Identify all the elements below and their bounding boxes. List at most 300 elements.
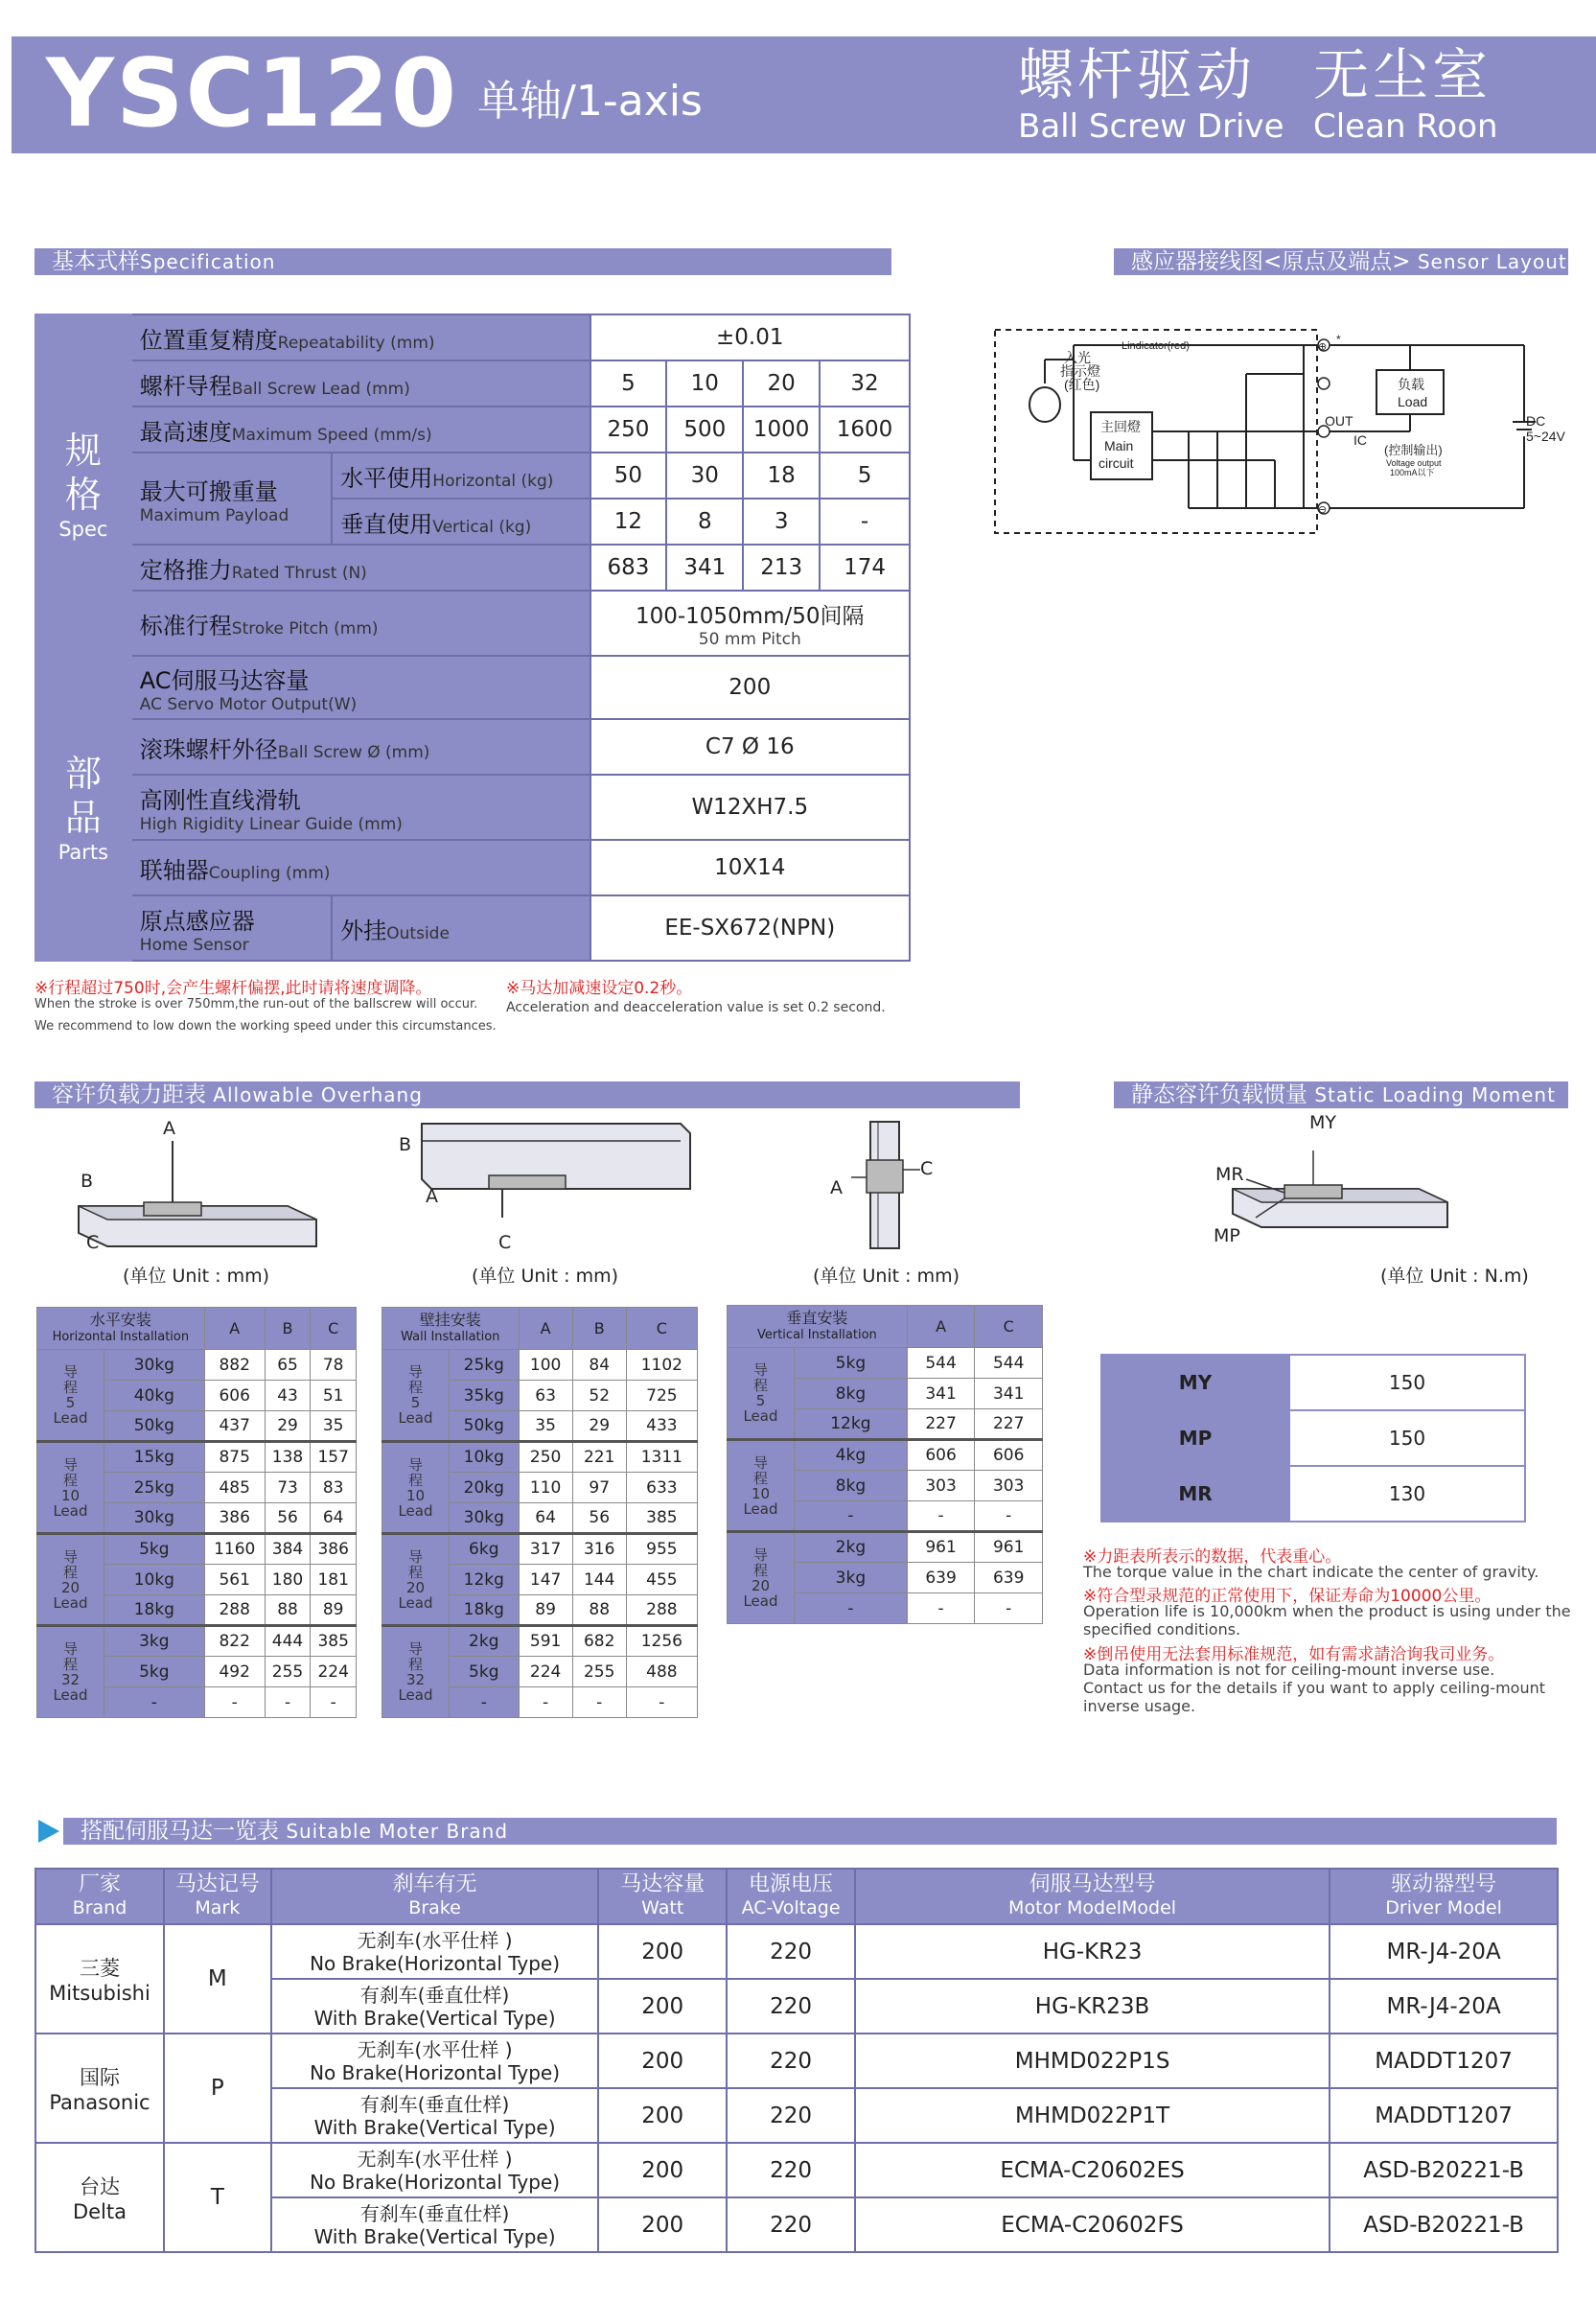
brake-en: With Brake(Vertical Type) bbox=[313, 2224, 556, 2248]
weight-cell: 8kg bbox=[795, 1471, 908, 1501]
value-cell: 385 bbox=[626, 1503, 697, 1534]
wall-install-illustration bbox=[403, 1112, 709, 1237]
spec-section-title-cn: 基本式样 bbox=[52, 249, 140, 274]
motor-column-header bbox=[598, 1869, 727, 1924]
weight-cell: 5kg bbox=[104, 1657, 205, 1687]
wall-unit: (单位 Unit : mm) bbox=[472, 1266, 619, 1287]
brake-cell bbox=[271, 2197, 599, 2252]
moment-key: MP bbox=[1101, 1410, 1289, 1466]
value-cell: 875 bbox=[204, 1442, 265, 1473]
mr-label: MR bbox=[1215, 1164, 1244, 1185]
lamp-label-1: 入光 bbox=[1064, 350, 1091, 365]
brand-en: Delta bbox=[72, 2200, 127, 2223]
screw-value: C7 Ø 16 bbox=[590, 719, 910, 775]
watt-cell: 200 bbox=[598, 2197, 727, 2252]
value-cell: 144 bbox=[572, 1565, 626, 1595]
thrust-cn: 定格推力 bbox=[139, 556, 232, 584]
guide-value: W12XH7.5 bbox=[590, 775, 910, 840]
value-cell: 488 bbox=[626, 1657, 697, 1687]
value-cell: 227 bbox=[907, 1409, 975, 1440]
load-cn: 负载 bbox=[1398, 377, 1424, 392]
value-cell: 303 bbox=[907, 1471, 975, 1501]
lead-text: Lead bbox=[398, 1593, 433, 1612]
triangle-bullet-icon bbox=[36, 1818, 61, 1845]
parts-group-char1: 部 bbox=[64, 753, 102, 795]
value-cell: 485 bbox=[204, 1473, 265, 1503]
h-label-a: A bbox=[163, 1118, 175, 1139]
lead-text: 导 bbox=[62, 1455, 78, 1474]
value-cell: - bbox=[204, 1687, 265, 1718]
spec-group-en: Spec bbox=[58, 518, 108, 541]
value-cell: 43 bbox=[265, 1381, 311, 1411]
spec-table bbox=[35, 314, 911, 962]
weight-cell: 18kg bbox=[104, 1595, 205, 1626]
load-en: Load bbox=[1398, 394, 1428, 409]
oh-column-header: B bbox=[265, 1308, 311, 1350]
moment-value: 150 bbox=[1289, 1410, 1525, 1466]
value-cell: 157 bbox=[311, 1442, 357, 1473]
model-cell: HG-KR23 bbox=[855, 1924, 1330, 1979]
outside-en: Outside bbox=[386, 923, 450, 943]
oh-title-cn: 壁挂安装 bbox=[419, 1310, 481, 1329]
value-cell: 180 bbox=[265, 1565, 311, 1595]
brake-cn: 有刹车(垂直仕样) bbox=[359, 1983, 510, 2007]
v-label-c: C bbox=[920, 1158, 934, 1179]
parts-group-char2: 品 bbox=[64, 797, 102, 839]
lead-text: 5 bbox=[65, 1394, 76, 1411]
value-cell: 492 bbox=[204, 1657, 265, 1687]
value-cell: 224 bbox=[519, 1657, 572, 1687]
motor-output-cn: AC伺服马达容量 bbox=[139, 666, 310, 694]
horizontal-value: 30 bbox=[666, 453, 743, 499]
lead-text: 20 bbox=[751, 1577, 771, 1594]
value-cell: 606 bbox=[204, 1381, 265, 1411]
spec-group-label bbox=[35, 314, 131, 656]
header-en: Motor ModelModel bbox=[1008, 1897, 1177, 1918]
value-cell: 181 bbox=[311, 1565, 357, 1595]
motor-section-title-en: Suitable Moter Brand bbox=[286, 1820, 509, 1843]
payload-en: Maximum Payload bbox=[139, 505, 289, 525]
weight-cell: 4kg bbox=[795, 1440, 908, 1471]
lead-cell bbox=[728, 1440, 795, 1532]
horizontal-install-illustration bbox=[67, 1120, 326, 1264]
dc-voltage-label: 5~24V bbox=[1526, 429, 1565, 444]
brake-cn: 有刹车(垂直仕样) bbox=[359, 2092, 510, 2116]
axis-subtitle: 单轴/1-axis bbox=[477, 77, 703, 126]
value-cell: - bbox=[907, 1501, 975, 1532]
oh-title-cell bbox=[728, 1306, 908, 1348]
value-cell: 89 bbox=[311, 1595, 357, 1626]
brake-cn: 无刹车(水平仕样 ) bbox=[357, 2147, 513, 2171]
stroke-cn: 标准行程 bbox=[139, 612, 232, 639]
repeatability-value: ±0.01 bbox=[590, 314, 910, 360]
value-cell: 961 bbox=[975, 1532, 1043, 1563]
value-cell: 64 bbox=[311, 1503, 357, 1534]
thrust-value: 341 bbox=[666, 545, 743, 591]
stroke-value bbox=[590, 591, 910, 656]
speed-value: 500 bbox=[666, 407, 743, 453]
moment-note-red-1: ※力距表所表示的数据，代表重心。 bbox=[1083, 1547, 1342, 1567]
lead-text: Lead bbox=[53, 1501, 88, 1520]
brand-cn: 国际 bbox=[79, 2066, 120, 2089]
oh-column-header: B bbox=[572, 1308, 626, 1350]
lead-value: 32 bbox=[820, 360, 910, 407]
main-circuit-cn: 主回燈 bbox=[1100, 419, 1141, 434]
note-accel-en: Acceleration and deacceleration value is set 0.2 second. bbox=[506, 1000, 886, 1015]
motor-row bbox=[35, 2143, 1558, 2197]
motor-column-header bbox=[855, 1869, 1330, 1924]
watt-cell: 200 bbox=[598, 2088, 727, 2143]
header-en: Mark bbox=[195, 1897, 241, 1918]
oh-column-header: C bbox=[626, 1308, 697, 1350]
model-cell: ECMA-C20602ES bbox=[855, 2143, 1330, 2197]
lead-text: 导 bbox=[62, 1363, 78, 1381]
speed-cn: 最高速度 bbox=[139, 418, 232, 446]
dc-label: DC bbox=[1526, 413, 1546, 429]
drive-title-en: Ball Screw Drive bbox=[1018, 107, 1284, 146]
value-cell: 544 bbox=[907, 1348, 975, 1379]
value-cell: 591 bbox=[519, 1626, 572, 1657]
screw-cn: 滚珠螺杆外径 bbox=[139, 735, 278, 763]
room-title-en: Clean Roon bbox=[1313, 107, 1498, 146]
value-cell: 63 bbox=[519, 1381, 572, 1411]
guide-en: High Rigidity Linear Guide (mm) bbox=[139, 814, 403, 834]
value-cell: 725 bbox=[626, 1381, 697, 1411]
brand-en: Mitsubishi bbox=[49, 1982, 150, 2005]
weight-cell: 2kg bbox=[795, 1532, 908, 1563]
volt-cell: 220 bbox=[727, 1979, 855, 2034]
weight-cell: 12kg bbox=[795, 1409, 908, 1440]
lead-value: 10 bbox=[666, 360, 743, 407]
lead-text: Lead bbox=[398, 1501, 433, 1520]
horizontal-overhang-table bbox=[36, 1307, 357, 1718]
motor-column-header bbox=[35, 1869, 164, 1924]
oh-title-en: Wall Installation bbox=[401, 1329, 500, 1344]
weight-cell: 5kg bbox=[795, 1348, 908, 1379]
lead-text: 导 bbox=[407, 1363, 423, 1381]
screw-en: Ball Screw Ø (mm) bbox=[277, 742, 430, 762]
lead-cell bbox=[728, 1532, 795, 1624]
motor-column-header bbox=[271, 1869, 599, 1924]
lead-text: 导 bbox=[62, 1547, 78, 1566]
motor-column-header bbox=[1330, 1869, 1558, 1924]
motor-column-header bbox=[727, 1869, 855, 1924]
lead-value: 20 bbox=[743, 360, 820, 407]
weight-cell: 25kg bbox=[450, 1350, 520, 1381]
value-cell: 544 bbox=[975, 1348, 1043, 1379]
table-row bbox=[382, 1350, 698, 1381]
payload-label bbox=[131, 453, 332, 545]
speed-value: 250 bbox=[590, 407, 667, 453]
weight-cell: 8kg bbox=[795, 1379, 908, 1409]
vertical-value: 3 bbox=[743, 499, 820, 545]
moment-section-title-cn: 静态容许负载惯量 bbox=[1131, 1082, 1307, 1107]
motor-row bbox=[35, 1924, 1558, 1979]
value-cell: 255 bbox=[265, 1657, 311, 1687]
lead-text: 导 bbox=[62, 1640, 78, 1658]
value-cell: - bbox=[626, 1687, 697, 1718]
motor-output-en: AC Servo Motor Output(W) bbox=[139, 694, 358, 714]
weight-cell: 6kg bbox=[450, 1534, 520, 1565]
horizontal-unit: (单位 Unit : mm) bbox=[123, 1266, 270, 1287]
value-cell: 250 bbox=[519, 1442, 572, 1473]
w-label-b: B bbox=[399, 1134, 412, 1155]
page-header bbox=[12, 36, 1596, 153]
spec-group-char2: 格 bbox=[64, 474, 102, 516]
moment-table bbox=[1100, 1354, 1526, 1522]
weight-cell: 18kg bbox=[450, 1595, 520, 1626]
weight-cell: - bbox=[104, 1687, 205, 1718]
value-cell: - bbox=[975, 1593, 1043, 1624]
value-cell: - bbox=[975, 1501, 1043, 1532]
brake-cell bbox=[271, 2143, 599, 2197]
lamp-label-2: 指示燈 bbox=[1060, 363, 1100, 379]
lead-text: 20 bbox=[60, 1578, 81, 1596]
table-row bbox=[37, 1350, 357, 1381]
oh-header-row bbox=[382, 1308, 698, 1350]
outside-cn: 外挂 bbox=[340, 917, 387, 944]
weight-cell: 20kg bbox=[450, 1473, 520, 1503]
guide-label bbox=[131, 775, 590, 840]
oh-column-header: A bbox=[907, 1306, 975, 1348]
weight-cell: - bbox=[795, 1593, 908, 1624]
value-cell: 1256 bbox=[626, 1626, 697, 1657]
vertical-value: 8 bbox=[666, 499, 743, 545]
mark-cell: P bbox=[164, 2034, 271, 2143]
guide-cn: 高刚性直线滑轨 bbox=[139, 786, 301, 814]
lead-text: 程 bbox=[407, 1656, 423, 1673]
lead-cell bbox=[728, 1348, 795, 1440]
value-cell: 52 bbox=[572, 1381, 626, 1411]
value-cell: 437 bbox=[204, 1411, 265, 1442]
value-cell: 882 bbox=[204, 1350, 265, 1381]
table-row bbox=[728, 1440, 1043, 1471]
value-cell: 147 bbox=[519, 1565, 572, 1595]
lead-text: 10 bbox=[751, 1484, 771, 1502]
brake-cn: 有刹车(垂直仕样) bbox=[359, 2201, 510, 2225]
lead-text: Lead bbox=[398, 1686, 433, 1704]
spec-section-bar bbox=[35, 248, 891, 275]
lead-text: 程 bbox=[62, 1379, 78, 1396]
value-cell: 56 bbox=[572, 1503, 626, 1534]
coupling-cn: 联轴器 bbox=[139, 856, 209, 884]
value-cell: 955 bbox=[626, 1534, 697, 1565]
driver-cell: MR-J4-20A bbox=[1330, 1924, 1558, 1979]
lead-text: Lead bbox=[53, 1593, 88, 1612]
volt-cell: 220 bbox=[727, 2088, 855, 2143]
lead-cell bbox=[37, 1442, 104, 1534]
oh-column-header: A bbox=[204, 1308, 265, 1350]
oh-title-en: Horizontal Installation bbox=[52, 1329, 190, 1344]
lead-text: 导 bbox=[752, 1453, 768, 1472]
moment-value: 150 bbox=[1289, 1355, 1525, 1410]
watt-cell: 200 bbox=[598, 1924, 727, 1979]
lead-text: Lead bbox=[743, 1407, 778, 1425]
sensor-label bbox=[131, 895, 332, 961]
value-cell: 29 bbox=[265, 1411, 311, 1442]
moment-note-en-3a: Data information is not for ceiling-mount inverse use. bbox=[1083, 1661, 1495, 1679]
room-title-cn: 无尘室 bbox=[1313, 42, 1492, 107]
value-cell: - bbox=[265, 1687, 311, 1718]
h-label-b: B bbox=[81, 1171, 94, 1192]
moment-key: MY bbox=[1101, 1355, 1289, 1410]
horizontal-value: 50 bbox=[590, 453, 667, 499]
brand-cell bbox=[35, 2143, 164, 2252]
lead-cell bbox=[382, 1534, 450, 1626]
brake-en: No Brake(Horizontal Type) bbox=[310, 2060, 561, 2084]
volt-cell: 220 bbox=[727, 2197, 855, 2252]
value-cell: 433 bbox=[626, 1411, 697, 1442]
value-cell: 822 bbox=[204, 1626, 265, 1657]
horizontal-cn: 水平使用 bbox=[340, 464, 433, 492]
value-cell: 288 bbox=[204, 1595, 265, 1626]
header-en: AC-Voltage bbox=[741, 1897, 841, 1918]
value-cell: 1160 bbox=[204, 1534, 265, 1565]
value-cell: 83 bbox=[311, 1473, 357, 1503]
w-label-a: A bbox=[426, 1186, 438, 1207]
weight-cell: 3kg bbox=[795, 1563, 908, 1593]
wall-overhang-table bbox=[382, 1307, 698, 1718]
value-cell: 97 bbox=[572, 1473, 626, 1503]
v-label-a: A bbox=[830, 1177, 843, 1198]
vertical-unit: (单位 Unit : mm) bbox=[813, 1266, 960, 1287]
lead-text: Lead bbox=[398, 1409, 433, 1427]
brake-cell bbox=[271, 2034, 599, 2088]
weight-cell: 40kg bbox=[104, 1381, 205, 1411]
table-row bbox=[382, 1626, 698, 1657]
value-cell: 65 bbox=[265, 1350, 311, 1381]
vertical-install-illustration bbox=[844, 1112, 959, 1256]
weight-cell: 30kg bbox=[104, 1503, 205, 1534]
driver-cell: MADDT1207 bbox=[1330, 2034, 1558, 2088]
value-cell: 385 bbox=[311, 1626, 357, 1657]
brake-en: With Brake(Vertical Type) bbox=[313, 2006, 556, 2030]
brake-en: No Brake(Horizontal Type) bbox=[310, 1951, 561, 1975]
overhang-section-title-cn: 容许负载力距表 bbox=[52, 1082, 206, 1107]
lead-text: Lead bbox=[53, 1686, 88, 1704]
lead-text: Lead bbox=[743, 1499, 778, 1518]
table-row bbox=[382, 1442, 698, 1473]
value-cell: 255 bbox=[572, 1657, 626, 1687]
moment-value: 130 bbox=[1289, 1466, 1525, 1522]
spec-group-char1: 规 bbox=[64, 430, 102, 472]
coupling-label bbox=[131, 840, 590, 895]
oh-column-header: A bbox=[519, 1308, 572, 1350]
table-row bbox=[382, 1534, 698, 1565]
value-cell: 316 bbox=[572, 1534, 626, 1565]
value-cell: 78 bbox=[311, 1350, 357, 1381]
mark-cell: M bbox=[164, 1924, 271, 2034]
moment-section-bar bbox=[1114, 1081, 1568, 1108]
watt-cell: 200 bbox=[598, 1979, 727, 2034]
weight-cell: 5kg bbox=[104, 1534, 205, 1565]
header-en: Driver Model bbox=[1385, 1897, 1502, 1918]
model-cell: ECMA-C20602FS bbox=[855, 2197, 1330, 2252]
brand-cn: 三菱 bbox=[79, 1957, 120, 1980]
my-label: MY bbox=[1309, 1112, 1336, 1133]
stroke-sub-value: 50 mm Pitch bbox=[698, 629, 801, 649]
lead-en: Ball Screw Lead (mm) bbox=[231, 379, 410, 399]
moment-note-en-2a: Operation life is 10,000km when the product is using under the bbox=[1083, 1602, 1571, 1620]
main-circuit-en1: Main bbox=[1104, 438, 1134, 453]
motor-row bbox=[35, 2034, 1558, 2088]
value-cell: 224 bbox=[311, 1657, 357, 1687]
lead-text: 导 bbox=[407, 1640, 423, 1658]
weight-cell: 30kg bbox=[104, 1350, 205, 1381]
overhang-section-bar bbox=[35, 1081, 1020, 1108]
value-cell: 56 bbox=[265, 1503, 311, 1534]
brake-cn: 无刹车(水平仕样 ) bbox=[357, 1928, 513, 1952]
value-cell: 110 bbox=[519, 1473, 572, 1503]
moment-note-en-2b: specified conditions. bbox=[1083, 1620, 1241, 1639]
motor-section-bar bbox=[63, 1818, 1557, 1845]
header-cn: 厂家 bbox=[78, 1872, 121, 1896]
brake-cn: 无刹车(水平仕样 ) bbox=[357, 2037, 513, 2061]
weight-cell: 50kg bbox=[450, 1411, 520, 1442]
weight-cell: 25kg bbox=[104, 1473, 205, 1503]
volt-cell: 220 bbox=[727, 2034, 855, 2088]
value-cell: - bbox=[311, 1687, 357, 1718]
vertical-overhang-table bbox=[727, 1305, 1043, 1624]
main-circuit-en2: circuit bbox=[1099, 455, 1134, 471]
brand-cn: 台达 bbox=[79, 2175, 120, 2198]
lead-text: 10 bbox=[60, 1486, 81, 1504]
drive-title-cn: 螺杆驱动 bbox=[1018, 42, 1257, 107]
lead-text: 导 bbox=[407, 1547, 423, 1566]
value-cell: - bbox=[519, 1687, 572, 1718]
vertical-cn: 垂直使用 bbox=[340, 510, 433, 538]
oh-column-header: C bbox=[311, 1308, 357, 1350]
table-row bbox=[728, 1348, 1043, 1379]
vertical-label bbox=[332, 499, 590, 545]
weight-cell: 15kg bbox=[104, 1442, 205, 1473]
moment-note-red-3: ※倒吊使用无法套用标准规范，如有需求請洽询我司业务。 bbox=[1083, 1645, 1505, 1664]
h-label-c: C bbox=[86, 1232, 100, 1253]
value-cell: 386 bbox=[311, 1534, 357, 1565]
weight-cell: 50kg bbox=[104, 1411, 205, 1442]
weight-cell: 12kg bbox=[450, 1565, 520, 1595]
sensor-wiring-diagram bbox=[987, 316, 1591, 546]
value-cell: 639 bbox=[907, 1563, 975, 1593]
watt-cell: 200 bbox=[598, 2034, 727, 2088]
speed-label bbox=[131, 407, 590, 453]
value-cell: 303 bbox=[975, 1471, 1043, 1501]
coupling-value: 10X14 bbox=[590, 840, 910, 895]
thrust-label bbox=[131, 545, 590, 591]
parts-group-label bbox=[35, 656, 131, 961]
value-cell: 227 bbox=[975, 1409, 1043, 1440]
mark-cell: T bbox=[164, 2143, 271, 2252]
value-cell: 561 bbox=[204, 1565, 265, 1595]
brake-en: No Brake(Horizontal Type) bbox=[310, 2170, 561, 2194]
value-cell: 606 bbox=[907, 1440, 975, 1471]
weight-cell: 10kg bbox=[104, 1565, 205, 1595]
value-cell: 84 bbox=[572, 1350, 626, 1381]
value-cell: 444 bbox=[265, 1626, 311, 1657]
model-cell: HG-KR23B bbox=[855, 1979, 1330, 2034]
sensor-value: EE-SX672(NPN) bbox=[590, 895, 910, 961]
oh-header-row bbox=[37, 1308, 357, 1350]
lead-text: 32 bbox=[405, 1671, 426, 1688]
oh-header-row bbox=[728, 1306, 1043, 1348]
motor-table bbox=[35, 1868, 1559, 2253]
horizontal-value: 18 bbox=[743, 453, 820, 499]
brake-cell bbox=[271, 2088, 599, 2143]
lead-cell bbox=[37, 1350, 104, 1442]
value-cell: 138 bbox=[265, 1442, 311, 1473]
moment-note-en-3b: Contact us for the details if you want to apply ceiling-mount bbox=[1083, 1679, 1545, 1697]
lead-text: 程 bbox=[407, 1563, 423, 1581]
